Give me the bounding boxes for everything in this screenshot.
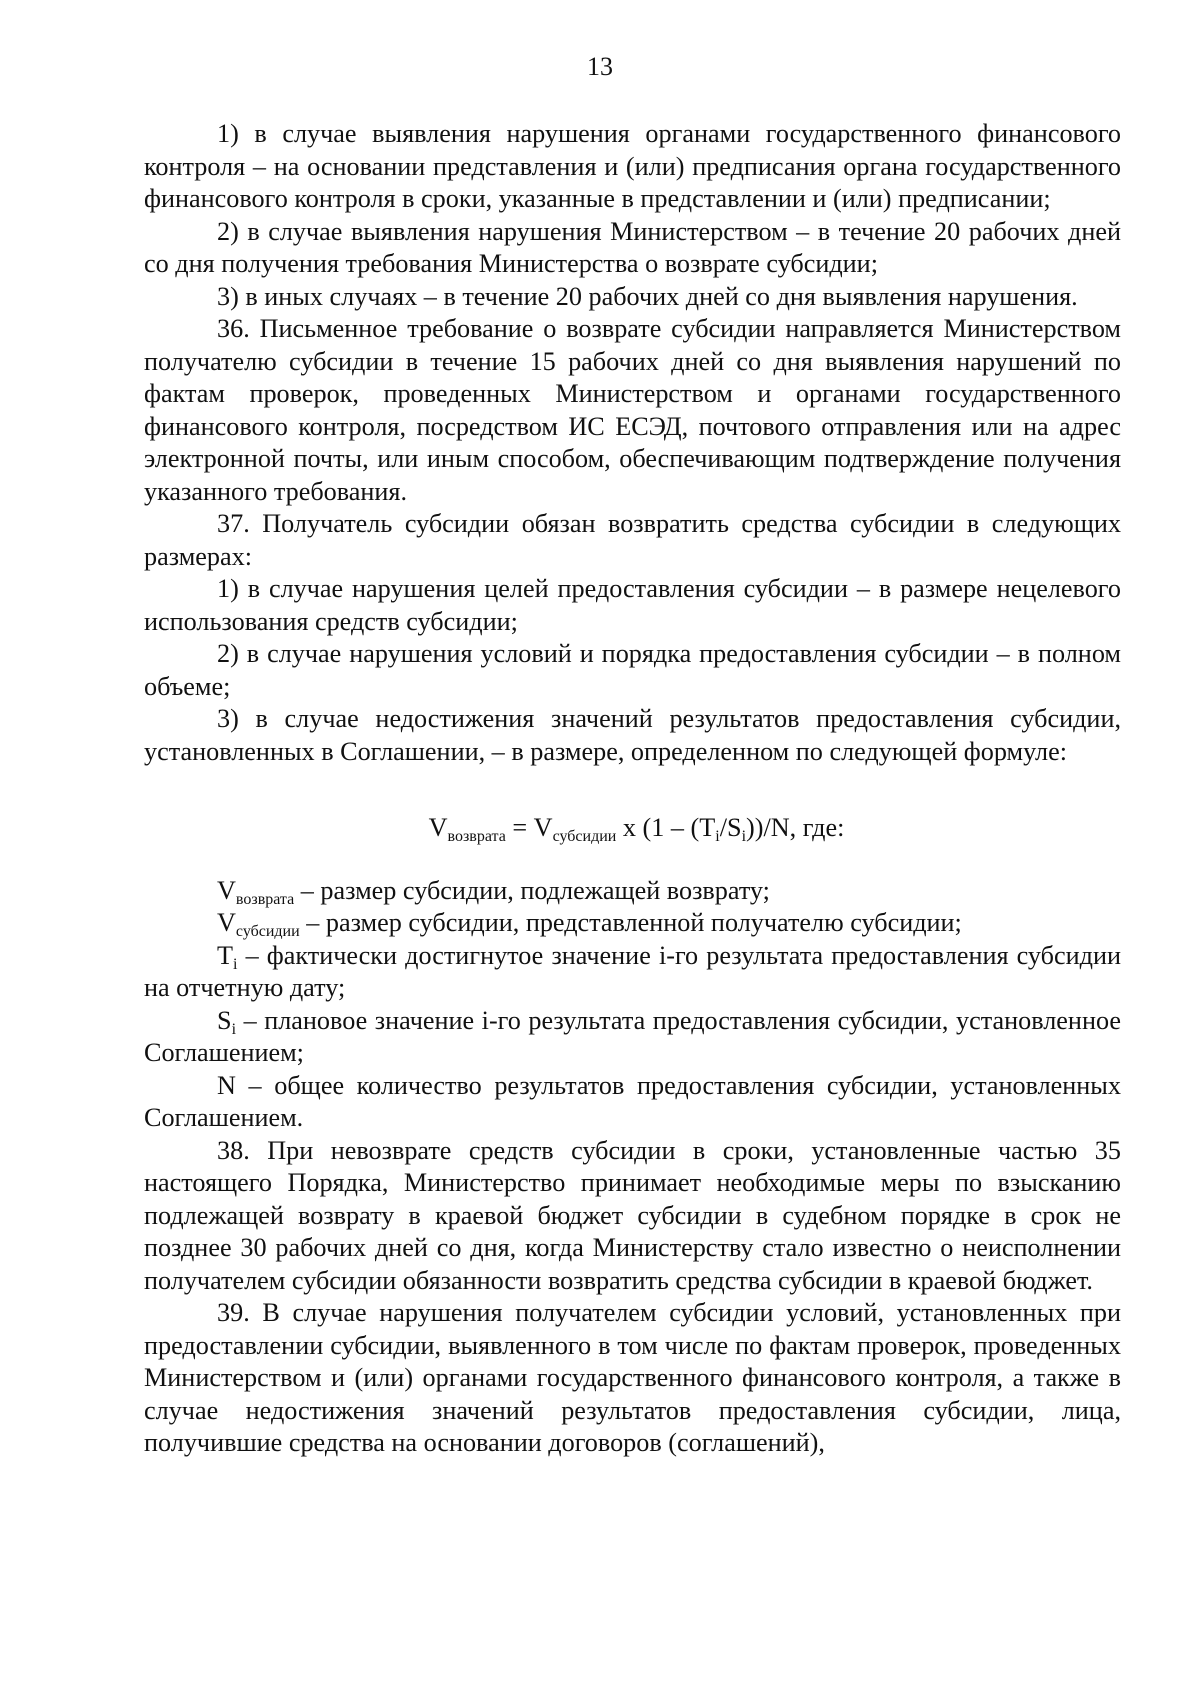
paragraph-37-item-3: 3) в случае недостижения значений результатов предоставления субсидии, установленных в Соглашении, – в размере, определенном по следующей формуле: [144, 704, 1121, 766]
definition-s-i: $S_i$ – плановое значение i-го результата предоставления субсидии, установленное Соглашением; [144, 1005, 1121, 1067]
paragraph-37-item-1: 1) в случае нарушения целей предоставления субсидии – в размере нецелевого использования средств субсидии; [144, 574, 1121, 636]
definition-v-subsidy: $V_{субсидии}$ – размер субсидии, представленной получателю субсидии; [217, 908, 962, 940]
return-formula: $V_{возврата} = V_{субсидии}$ x $(1 - (T_i/S_i))/N$, где: [428, 813, 845, 845]
definition-n: N – общее количество результатов предоставления субсидии, установленных Соглашением. [144, 1070, 1121, 1132]
paragraph-37: 37. Получатель субсидии обязан возвратить средства субсидии в следующих размерах: [144, 509, 1121, 571]
paragraph-37-item-2: 2) в случае нарушения условий и порядка предоставления субсидии – в полном объеме; [144, 639, 1121, 701]
definition-t-i: $T_i$ – фактически достигнутое значение i-го результата предоставления субсидии на отчетную дату; [144, 940, 1121, 1002]
page-number: 13 [587, 52, 613, 81]
paragraph-36: 36. Письменное требование о возврате субсидии направляется Министерством получателю субсидии в течение 15 рабочих дней со дня выявления нарушений по фактам проверок, проведенных Министерством и органами государственного финансового контроля, посредством ИС ЕСЭД, почтового отправления или на адрес электронной почты, или иным способом, обеспечивающим подтверждение получения указанного требования. [144, 314, 1121, 506]
paragraph-39: 39. В случае нарушения получателем субсидии условий, установленных при предоставлении субсидии, выявленного в том числе по фактам проверок, проведенных Министерством и (или) органами государственного финансового контроля, а также в случае недостижения значений результатов предоставления субсидии, лица, получившие средства на основании договоров (соглашений), [144, 1298, 1121, 1457]
definition-v-return: $V_{возврата}$ – размер субсидии, подлежащей возврату; [217, 875, 770, 908]
paragraph-35-item-3: 3) в иных случаях – в течение 20 рабочих дней со дня выявления нарушения. [217, 281, 1078, 311]
paragraph-35-item-2: 2) в случае выявления нарушения Министерством – в течение 20 рабочих дней со дня получения требования Министерства о возврате субсидии; [144, 216, 1121, 278]
paragraph-38: 38. При невозврате средств субсидии в сроки, установленные частью 35 настоящего Порядка, Министерство принимает необходимые меры по взысканию подлежащей возврату в краевой бюджет субсидии в судебном порядке в срок не позднее 30 рабочих дней со дня, когда Министерству стало известно о неисполнении получателем субсидии обязанности возвратить средства субсидии в краевой бюджет. [144, 1135, 1121, 1295]
paragraph-35-item-1: 1) в случае выявления нарушения органами государственного финансового контроля – на основании представления и (или) предписания органа государственного финансового контроля в сроки, указанные в представлении и (или) предписании; [144, 119, 1121, 213]
document-body [144, 118, 1121, 1460]
